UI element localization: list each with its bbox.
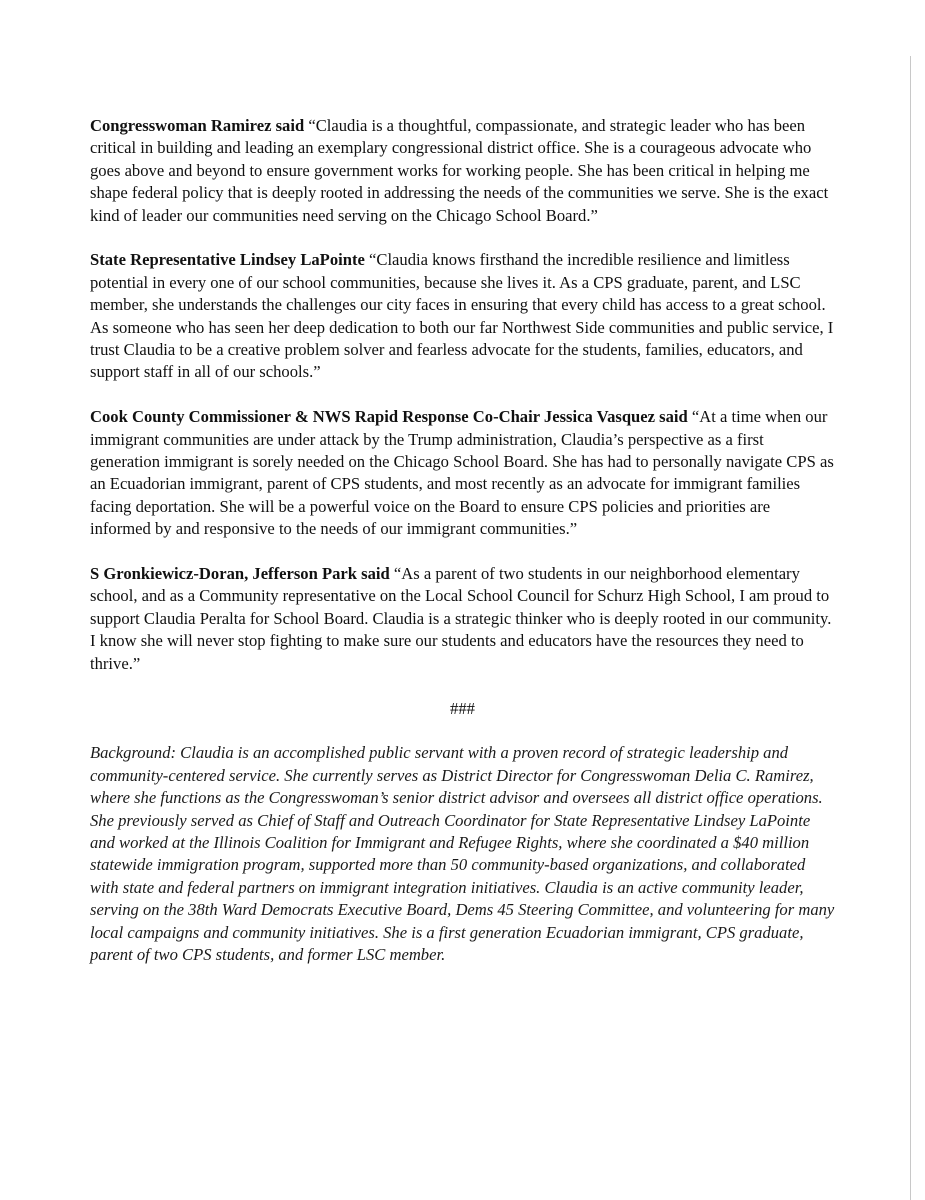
quote-paragraph-gronkiewicz-doran	[90, 563, 835, 675]
quote-speaker: Cook County Commissioner & NWS Rapid Response Co-Chair Jessica Vasquez said	[90, 407, 688, 427]
quote-text: “Claudia knows firsthand the incredible resilience and limitless potential in every one of our school communities, because she lives it. As a CPS graduate, parent, and LSC member, she understands the challenges our city faces in ensuring that every child has access to a great school. As someone who has seen her deep dedication to both our far Northwest Side communities and public service, I trust Claudia to be a creative problem solver and fearless advocate for the students, families, educators, and support staff in all of our schools.”	[90, 250, 834, 382]
quote-paragraph-ramirez	[90, 115, 835, 227]
page-edge-line	[910, 56, 911, 1200]
quote-paragraph-vasquez	[90, 406, 835, 540]
quote-text: “Claudia is a thoughtful, compassionate, and strategic leader who has been critical in building and leading an exemplary congressional district office. She is a courageous advocate who goes above and beyond to ensure government works for working people. She has been critical in helping me shape federal policy that is deeply rooted in addressing the needs of the communities we serve. She is the exact kind of leader our communities need serving on the Chicago School Board.”	[90, 116, 829, 225]
quote-speaker: Congresswoman Ramirez said	[90, 116, 305, 135]
quote-speaker: State Representative Lindsey LaPointe	[90, 250, 365, 270]
quote-paragraph-lapointe	[90, 249, 835, 383]
quote-text: “At a time when our immigrant communities are under attack by the Trump administration, Claudia’s perspective as a first generation immigrant is sorely needed on the Chicago School Board. She has had to personally navigate CPS as an Ecuadorian immigrant, parent of CPS students, and most recently as an advocate for immigrant families facing deportation. She will be a powerful voice on the Board to ensure CPS policies and priorities are informed by and responsive to the needs of our immigrant communities.”	[90, 407, 834, 539]
document-body	[90, 115, 835, 966]
background-paragraph: Background: Claudia is an accomplished public servant with a proven record of strategic leadership and community-centered service. She currently serves as District Director for Congresswoman Delia C. Ramirez, where she functions as the Congresswoman’s senior district advisor and oversees all district office operations. She previously served as Chief of Staff and Outreach Coordinator for State Representative Lindsey LaPointe and worked at the Illinois Coalition for Immigrant and Refugee Rights, where she coordinated a $40 million statewide immigration program, supported more than 50 community-based organizations, and collaborated with state and federal partners on immigrant integration initiatives. Claudia is an active community leader, serving on the 38th Ward Democrats Executive Board, Dems 45 Steering Committee, and volunteering for many local campaigns and community initiatives. She is a first generation Ecuadorian immigrant, CPS graduate, parent of two CPS students, and former LSC member.	[90, 743, 835, 964]
quote-text: “As a parent of two students in our neighborhood elementary school, and as a Community representative on the Local School Council for Schurz High School, I am proud to support Claudia Peralta for School Board. Claudia is a strategic thinker who is deeply rooted in our community. I know she will never stop fighting to make sure our students and educators have the resources they need to thrive.”	[90, 564, 832, 673]
quote-speaker: S Gronkiewicz-Doran, Jefferson Park said	[90, 564, 390, 584]
section-separator: ###	[450, 698, 475, 718]
